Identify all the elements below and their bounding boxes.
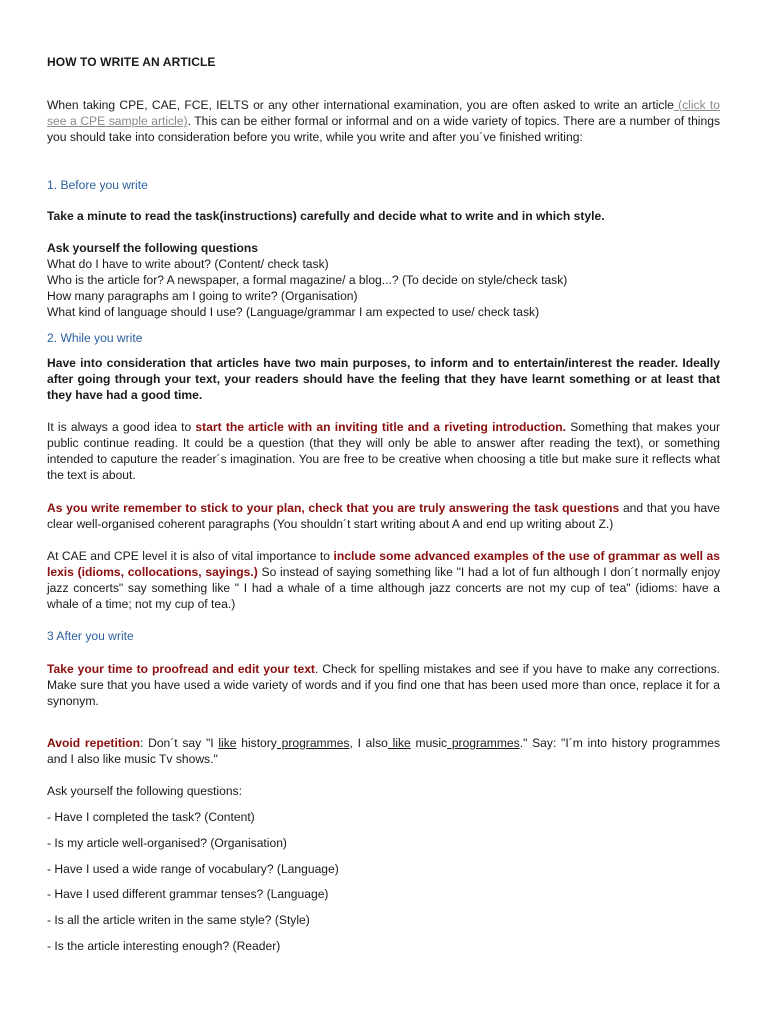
- underlined-word: programmes: [276, 736, 350, 750]
- questions-title: Ask yourself the following questions: [47, 241, 258, 255]
- text-segment: Something that makes your public continue reading. It could be a question (that they will only be able to answer after reading the text), or something intended to caputure the reader´s imagination. You are free to be creative when choosing a title but make sure it reflects what the text is about.: [47, 420, 720, 482]
- proofread-paragraph: [47, 661, 720, 709]
- question-item: How many paragraphs am I going to write? (Organisation): [47, 289, 358, 303]
- checklist-title: Ask yourself the following questions:: [47, 784, 242, 798]
- intro-text-2: . This can be either formal or informal and on a wide variety of topics. There are a number of things you should take into consideration before you write, while you write and after you´ve finished writing:: [47, 114, 720, 144]
- checklist-item: - Have I used different grammar tenses? (Language): [47, 887, 329, 901]
- text-segment: , I also: [349, 736, 388, 750]
- checklist-item: - Is the article interesting enough? (Reader): [47, 939, 281, 953]
- intro-text-1: When taking CPE, CAE, FCE, IELTS or any other international examination, you are often asked to write an article: [47, 98, 674, 112]
- grammar-paragraph: [47, 548, 720, 612]
- text-segment: At CAE and CPE level it is also of vital importance to: [47, 549, 334, 563]
- question-item: Who is the article for? A newspaper, a formal magazine/ a blog...? (To decide on style/check task): [47, 273, 568, 287]
- checklist-item: - Have I completed the task? (Content): [47, 810, 255, 824]
- underlined-word: like: [218, 736, 237, 750]
- text-segment: So instead of saying something like "I had a lot of fun although I don´t normally enjoy jazz concerts" say something like " I had a whale of a time although jazz concerts are not my cup of tea" (idioms: have a whale of a time; not my cup of tea.): [47, 565, 720, 611]
- text-segment: music: [410, 736, 448, 750]
- highlight-text: include some advanced examples of the use of grammar as well as lexis (idioms, collocations, sayings.): [47, 549, 720, 579]
- questions-block: [47, 240, 720, 320]
- checklist-item: - Is my article well-organised? (Organisation): [47, 836, 287, 850]
- section-heading-after: 3 After you write: [47, 629, 134, 643]
- text-segment: history: [236, 736, 277, 750]
- intro-paragraph: [47, 97, 720, 145]
- page-title: HOW TO WRITE AN ARTICLE: [47, 55, 216, 69]
- highlight-text: As you write remember to stick to your plan, check that you are truly answering the task questions: [47, 501, 620, 515]
- underlined-word: like: [387, 736, 411, 750]
- underlined-word: programmes: [447, 736, 520, 750]
- checklist-item: - Have I used a wide range of vocabulary? (Language): [47, 862, 339, 876]
- checklist-item: - Is all the article writen in the same style? (Style): [47, 913, 310, 927]
- highlight-text: start the article with an inviting title and a riveting introduction.: [195, 420, 567, 434]
- purposes-paragraph: Have into consideration that articles have two main purposes, to inform and to entertain/interest the reader. Ideally after going through your text, your readers should have the feeling that they have learnt something or at least that they have had a good time.: [47, 356, 720, 402]
- text-segment: : Don´t say "I: [139, 736, 219, 750]
- text-segment: It is always a good idea to: [47, 420, 196, 434]
- text-segment: and that you have clear well-organised coherent paragraphs (You shouldn´t start writing about A and end up writing about Z.): [47, 501, 721, 531]
- repetition-paragraph: [47, 735, 720, 767]
- highlight-text: Take your time to proofread and edit your text: [47, 662, 315, 676]
- sample-article-link[interactable]: (click to see a CPE sample article): [47, 98, 720, 128]
- before-instruction: Take a minute to read the task(instructions) carefully and decide what to write and in which style.: [47, 209, 605, 223]
- plan-paragraph: [47, 500, 720, 532]
- text-segment: . Check for spelling mistakes and see if you have to make any corrections. Make sure that you have used a wide variety of words and if you find one that has been used more than once, replace it for a synonym.: [47, 662, 720, 708]
- text-segment: ." Say: "I´m into history programmes and I also like music Tv shows.": [47, 736, 720, 766]
- highlight-text: Avoid repetition: [47, 736, 140, 750]
- question-item: What kind of language should I use? (Language/grammar I am expected to use/ check task): [47, 305, 540, 319]
- section-heading-while: 2. While you write: [47, 331, 143, 345]
- introduction-paragraph: [47, 419, 720, 483]
- question-item: What do I have to write about? (Content/ check task): [47, 257, 329, 271]
- section-heading-before: 1. Before you write: [47, 178, 148, 192]
